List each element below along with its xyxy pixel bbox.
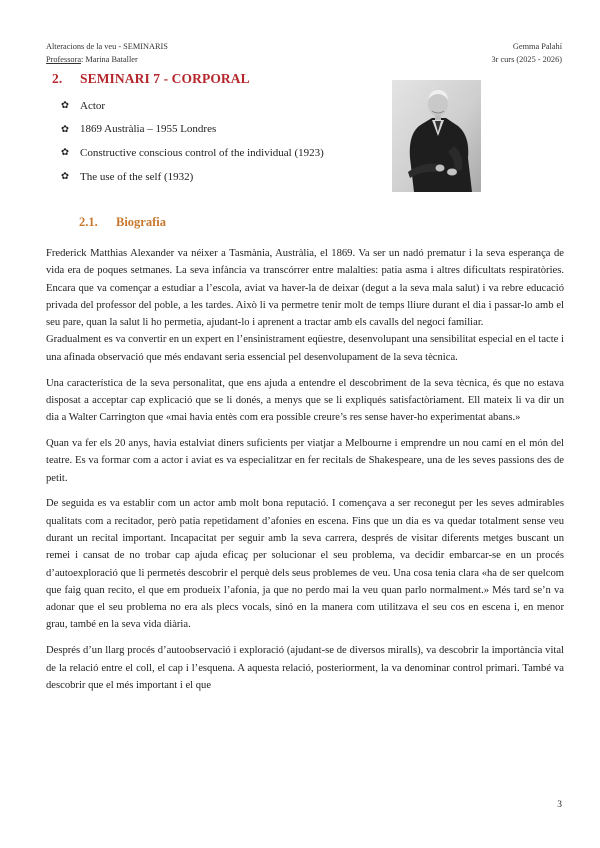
professor-name: : Marina Bataller	[81, 55, 138, 64]
paragraph: Una característica de la seva personalitat, que ens ajuda a entendre el descobriment de la seva tècnica, és que no estava disposat a acceptar cap explicació que se li donés, a menys que se li expliqués satisfactòriament. Ell mateix li va dir un dia a Walter Carrington que «mai havia entès com era possible creure’s res sense haver-ho experimentat abans.»	[46, 377, 564, 424]
paragraph: Frederick Matthias Alexander va néixer a Tasmània, Austràlia, el 1869. Va ser un nadó prematur i la seva esperança de vida era de poques setmanes. La seva infància va transcórrer entre malalties: patia asma i altres dificultats respiratòries. Encara que va començar a estudiar a l’escola, aviat va haver-la de deixar (degut a la seva mala salut) i va rebre educació privada del professor del poble, a les tardes. Això li va permetre tenir molt de temps lliure durant el dia i passar-lo amb el seu pare, quan la salut li ho permetia, ajudant-lo i aprenent a tractar amb els cavalls del negoci familiar.	[46, 248, 564, 329]
flower-bullet-icon: ✿	[61, 148, 69, 159]
section-title: SEMINARI 7 - CORPORAL	[80, 71, 250, 86]
list-item: ✿ Constructive conscious control of the individual (1923)	[61, 146, 324, 159]
flower-bullet-icon: ✿	[61, 124, 69, 135]
flower-bullet-icon: ✿	[61, 172, 69, 183]
subsection-number: 2.1.	[79, 215, 98, 229]
list-item: ✿ Actor	[61, 99, 106, 112]
portrait-photo	[392, 80, 481, 192]
professor-label: Professora	[46, 55, 82, 64]
section-heading	[52, 71, 250, 87]
paragraph: Gradualment es va convertir en un expert en l’ensinistrament eqüestre, desenvolupant una sensibilitat especial en el tacte i una afinada observació que més endavant seria essencial pel desenvolupament de la seva tècnica.	[46, 334, 564, 363]
professor-line	[46, 53, 168, 66]
page-header-right	[491, 40, 562, 66]
page-header-left	[46, 40, 168, 66]
subsection-title: Biografia	[116, 215, 166, 229]
section-number: 2.	[52, 71, 63, 86]
subsection-heading	[79, 215, 166, 230]
paragraph: Després d’un llarg procés d’autoobservació i exploració (ajudant-se de diversos miralls), va descobrir la importància vital de la relació entre el coll, el cap i l’esquena. A aquesta relació, posteriorment, la va denominar control primari. També va descobrir que el més important i el que	[46, 645, 564, 691]
list-item: ✿ The use of the self (1932)	[61, 170, 194, 183]
flower-bullet-icon: ✿	[61, 101, 69, 112]
paragraph: De seguida es va establir com un actor amb molt bona reputació. I començava a ser reconegut per les seves admirables qualitats com a recitador, però patia repetidament d’afonies en escena. Fins que un dia es va quedar totalment sense veu durant un recital important. Incapacitat per seguir amb la seva carrera, després de visitar diferents metges buscant un remei i cansat de no trobar cap ajuda eficaç per solucionar el seu problema, va decidir embarcar-se en un procés d’autoexploració que li permetés descobrir el perquè dels seus problemes de veu. Una cosa tenia clara «ha de ser quelcom que faig quan recito, el que em produeix l’afonia, ja que no perdo mai la veu quan parlo normalment.» Més tard se’n va adonar que el seu problema no era als plecs vocals, sinó en la manera com utilitzava el seu cos en escena i, en menor grau, també en la seva vida diària.	[46, 498, 564, 631]
course-year: 3r curs (2025 - 2026)	[491, 55, 562, 64]
paragraph: Quan va fer els 20 anys, havia estalviat diners suficients per viatjar a Melbourne i emprendre un nou camí en el món del teatre. Es va formar com a actor i aviat es va especialitzar en fer recitals de Shakespeare, una de les seves passions des de petit.	[46, 437, 564, 484]
list-item: ✿ 1869 Austràlia – 1955 Londres	[61, 123, 217, 136]
page-number: 3	[557, 800, 562, 810]
fact-list	[61, 94, 324, 188]
course-title: Alteracions de la veu - SEMINARIS	[46, 42, 168, 51]
author-name: Gemma Palahí	[512, 42, 562, 51]
body-text	[46, 245, 564, 703]
